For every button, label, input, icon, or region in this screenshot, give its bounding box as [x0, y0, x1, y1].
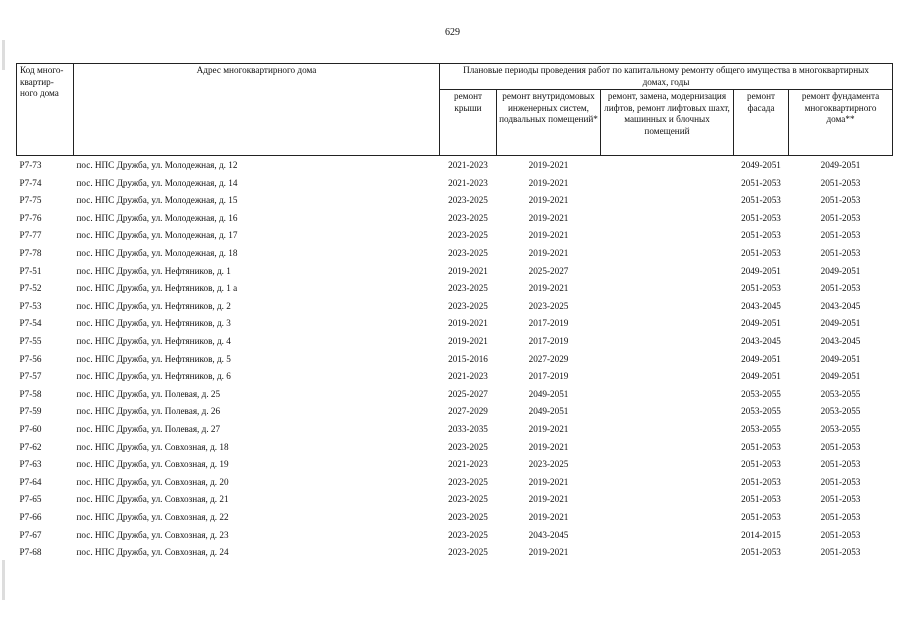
- table-row: [17, 175, 893, 193]
- cell-facade: 2049-2051: [741, 371, 781, 382]
- cell-elevators: [601, 386, 734, 404]
- cell-internal-systems: 2043-2045: [528, 529, 569, 540]
- header-internal-systems: ремонт внутридомовых инженерных систем, подвальных помещений*: [497, 90, 601, 156]
- cell-elevators: [601, 544, 734, 562]
- cell-foundation: 2051-2053: [820, 547, 861, 558]
- cell-facade: 2051-2053: [741, 476, 781, 487]
- cell-foundation: 2053-2055: [820, 423, 861, 434]
- cell-internal-systems: 2019-2021: [528, 177, 569, 188]
- cell-address: пос. НПС Дружба, ул. Молодежная, д. 17: [76, 230, 238, 241]
- cell-code: Р7-62: [19, 441, 42, 452]
- cell-roof: 2023-2025: [448, 195, 488, 206]
- cell-address: пос. НПС Дружба, ул. Совхозная, д. 19: [76, 459, 229, 470]
- cell-address: пос. НПС Дружба, ул. Полевая, д. 26: [76, 406, 221, 417]
- cell-internal-systems: 2019-2021: [528, 511, 569, 522]
- cell-code: Р7-74: [19, 177, 42, 188]
- cell-elevators: [601, 263, 734, 281]
- cell-internal-systems: 2017-2019: [528, 371, 569, 382]
- cell-address: пос. НПС Дружба, ул. Нефтяников, д. 3: [76, 318, 231, 329]
- cell-facade: 2051-2053: [741, 547, 781, 558]
- cell-foundation: 2051-2053: [820, 459, 861, 470]
- cell-roof: 2023-2025: [448, 283, 488, 294]
- cell-internal-systems: 2019-2021: [528, 248, 569, 259]
- cell-facade: 2051-2053: [741, 459, 781, 470]
- cell-address: пос. НПС Дружба, ул. Нефтяников, д. 6: [76, 371, 231, 382]
- cell-foundation: 2053-2055: [820, 388, 861, 399]
- cell-elevators: [601, 315, 734, 333]
- cell-elevators: [601, 192, 734, 210]
- cell-elevators: [601, 227, 734, 245]
- cell-elevators: [601, 421, 734, 439]
- table-row: [17, 315, 893, 333]
- header-work-periods: Плановые периоды проведения работ по капитальному ремонту общего имущества в многоквартирных домах, годы: [440, 64, 893, 90]
- table-row: [17, 333, 893, 351]
- cell-address: пос. НПС Дружба, ул. Молодежная, д. 12: [76, 160, 238, 171]
- table-row: [17, 227, 893, 245]
- cell-internal-systems: 2019-2021: [528, 160, 569, 171]
- table-row: [17, 526, 893, 544]
- cell-internal-systems: 2049-2051: [528, 406, 569, 417]
- cell-facade: 2049-2051: [741, 353, 781, 364]
- cell-address: пос. НПС Дружба, ул. Нефтяников, д. 5: [76, 353, 231, 364]
- cell-facade: 2043-2045: [741, 300, 781, 311]
- cell-roof: 2023-2025: [448, 248, 488, 259]
- cell-elevators: [601, 210, 734, 228]
- header-foundation: ремонт фундамента многоквартирного дома**: [789, 90, 893, 156]
- table-row: [17, 368, 893, 386]
- page-number: 629: [445, 27, 460, 38]
- table-row: [17, 439, 893, 457]
- header-row-top: [17, 64, 893, 90]
- cell-internal-systems: 2019-2021: [528, 195, 569, 206]
- cell-facade: 2049-2051: [741, 265, 781, 276]
- cell-address: пос. НПС Дружба, ул. Совхозная, д. 23: [76, 529, 229, 540]
- table-row: [17, 474, 893, 492]
- table-row: [17, 491, 893, 509]
- cell-code: Р7-77: [19, 230, 42, 241]
- cell-internal-systems: 2023-2025: [528, 459, 569, 470]
- cell-foundation: 2051-2053: [820, 441, 861, 452]
- table-row: [17, 298, 893, 316]
- cell-foundation: 2051-2053: [820, 212, 861, 223]
- cell-facade: 2049-2051: [741, 160, 781, 171]
- cell-roof: 2021-2023: [448, 160, 488, 171]
- cell-facade: 2043-2045: [741, 335, 781, 346]
- table-row: [17, 263, 893, 281]
- cell-elevators: [601, 368, 734, 386]
- cell-address: пос. НПС Дружба, ул. Совхозная, д. 21: [76, 494, 229, 505]
- cell-code: Р7-53: [19, 300, 42, 311]
- cell-facade: 2053-2055: [741, 406, 781, 417]
- cell-facade: 2049-2051: [741, 318, 781, 329]
- cell-roof: 2023-2025: [448, 547, 488, 558]
- cell-foundation: 2051-2053: [820, 283, 861, 294]
- cell-address: пос. НПС Дружба, ул. Молодежная, д. 18: [76, 248, 238, 259]
- cell-internal-systems: 2017-2019: [528, 318, 569, 329]
- cell-code: Р7-60: [19, 423, 42, 434]
- cell-facade: 2053-2055: [741, 388, 781, 399]
- cell-facade: 2051-2053: [741, 511, 781, 522]
- cell-address: пос. НПС Дружба, ул. Полевая, д. 25: [76, 388, 221, 399]
- scan-edge-mark: [2, 560, 5, 600]
- cell-facade: 2051-2053: [741, 212, 781, 223]
- cell-foundation: 2051-2053: [820, 494, 861, 505]
- cell-roof: 2021-2023: [448, 459, 488, 470]
- cell-code: Р7-76: [19, 212, 42, 223]
- cell-code: Р7-65: [19, 494, 42, 505]
- cell-facade: 2051-2053: [741, 494, 781, 505]
- cell-roof: 2015-2016: [448, 353, 488, 364]
- cell-roof: 2023-2025: [448, 230, 488, 241]
- cell-internal-systems: 2019-2021: [528, 441, 569, 452]
- cell-elevators: [601, 245, 734, 263]
- cell-code: Р7-54: [19, 318, 42, 329]
- cell-address: пос. НПС Дружба, ул. Полевая, д. 27: [76, 423, 221, 434]
- cell-roof: 2019-2021: [448, 318, 488, 329]
- table-row: [17, 421, 893, 439]
- cell-facade: 2051-2053: [741, 195, 781, 206]
- cell-roof: 2019-2021: [448, 265, 488, 276]
- cell-code: Р7-68: [19, 547, 42, 558]
- cell-facade: 2051-2053: [741, 441, 781, 452]
- cell-elevators: [601, 280, 734, 298]
- cell-address: пос. НПС Дружба, ул. Молодежная, д. 15: [76, 195, 238, 206]
- capital-repair-table: [16, 63, 893, 562]
- cell-roof: 2027-2029: [448, 406, 488, 417]
- cell-address: пос. НПС Дружба, ул. Нефтяников, д. 1 а: [76, 283, 238, 294]
- cell-foundation: 2043-2045: [820, 335, 861, 346]
- cell-address: пос. НПС Дружба, ул. Совхозная, д. 18: [76, 441, 229, 452]
- cell-elevators: [601, 491, 734, 509]
- cell-facade: 2053-2055: [741, 423, 781, 434]
- cell-internal-systems: 2025-2027: [528, 265, 569, 276]
- cell-foundation: 2049-2051: [820, 371, 861, 382]
- cell-facade: 2014-2015: [741, 529, 781, 540]
- cell-address: пос. НПС Дружба, ул. Совхозная, д. 22: [76, 511, 229, 522]
- cell-elevators: [601, 456, 734, 474]
- cell-address: пос. НПС Дружба, ул. Молодежная, д. 14: [76, 177, 238, 188]
- cell-elevators: [601, 298, 734, 316]
- cell-internal-systems: 2027-2029: [528, 353, 569, 364]
- cell-internal-systems: 2019-2021: [528, 283, 569, 294]
- cell-roof: 2025-2027: [448, 388, 488, 399]
- cell-facade: 2051-2053: [741, 248, 781, 259]
- table-row: [17, 403, 893, 421]
- cell-elevators: [601, 439, 734, 457]
- scan-edge-mark: [2, 40, 5, 70]
- cell-address: пос. НПС Дружба, ул. Совхозная, д. 24: [76, 547, 229, 558]
- cell-elevators: [601, 333, 734, 351]
- cell-foundation: 2043-2045: [820, 300, 861, 311]
- cell-code: Р7-51: [19, 265, 42, 276]
- cell-roof: 2023-2025: [448, 529, 488, 540]
- cell-roof: 2023-2025: [448, 212, 488, 223]
- cell-facade: 2051-2053: [741, 177, 781, 188]
- cell-roof: 2023-2025: [448, 300, 488, 311]
- table-row: [17, 544, 893, 562]
- cell-address: пос. НПС Дружба, ул. Молодежная, д. 16: [76, 212, 238, 223]
- header-address: Адрес многоквартирного дома: [74, 64, 440, 156]
- cell-internal-systems: 2049-2051: [528, 388, 569, 399]
- cell-roof: 2021-2023: [448, 177, 488, 188]
- cell-facade: 2051-2053: [741, 283, 781, 294]
- cell-address: пос. НПС Дружба, ул. Нефтяников, д. 2: [76, 300, 231, 311]
- cell-elevators: [601, 403, 734, 421]
- cell-code: Р7-56: [19, 353, 42, 364]
- cell-internal-systems: 2019-2021: [528, 494, 569, 505]
- cell-foundation: 2051-2053: [820, 248, 861, 259]
- table-row: [17, 386, 893, 404]
- cell-elevators: [601, 509, 734, 527]
- table-row: [17, 192, 893, 210]
- cell-code: Р7-73: [19, 160, 42, 171]
- cell-internal-systems: 2019-2021: [528, 423, 569, 434]
- cell-internal-systems: 2019-2021: [528, 547, 569, 558]
- header-facade: ремонт фасада: [734, 90, 789, 156]
- cell-elevators: [601, 351, 734, 369]
- header-elevators: ремонт, замена, модернизация лифтов, ремонт лифтовых шахт, машинных и блочных помещений: [601, 90, 734, 156]
- cell-foundation: 2051-2053: [820, 195, 861, 206]
- header-roof: ремонт крыши: [440, 90, 497, 156]
- cell-code: Р7-67: [19, 529, 42, 540]
- table-row: [17, 245, 893, 263]
- cell-foundation: 2049-2051: [820, 265, 861, 276]
- table-row: [17, 509, 893, 527]
- cell-address: пос. НПС Дружба, ул. Совхозная, д. 20: [76, 476, 229, 487]
- cell-foundation: 2049-2051: [820, 353, 861, 364]
- cell-roof: 2023-2025: [448, 511, 488, 522]
- cell-code: Р7-63: [19, 459, 42, 470]
- table-row: [17, 156, 893, 175]
- table-row: [17, 210, 893, 228]
- cell-elevators: [601, 526, 734, 544]
- cell-code: Р7-78: [19, 248, 42, 259]
- header-code: Код много-квартир-ного дома: [17, 64, 74, 156]
- cell-foundation: 2051-2053: [820, 177, 861, 188]
- cell-address: пос. НПС Дружба, ул. Нефтяников, д. 4: [76, 335, 231, 346]
- cell-internal-systems: 2023-2025: [528, 300, 569, 311]
- cell-code: Р7-58: [19, 388, 42, 399]
- cell-internal-systems: 2019-2021: [528, 476, 569, 487]
- cell-roof: 2023-2025: [448, 441, 488, 452]
- cell-elevators: [601, 156, 734, 175]
- cell-address: пос. НПС Дружба, ул. Нефтяников, д. 1: [76, 265, 231, 276]
- cell-foundation: 2051-2053: [820, 230, 861, 241]
- cell-facade: 2051-2053: [741, 230, 781, 241]
- table-row: [17, 351, 893, 369]
- cell-roof: 2021-2023: [448, 371, 488, 382]
- table-row: [17, 456, 893, 474]
- cell-foundation: 2049-2051: [820, 160, 861, 171]
- cell-code: Р7-52: [19, 283, 42, 294]
- cell-code: Р7-57: [19, 371, 42, 382]
- cell-roof: 2033-2035: [448, 423, 488, 434]
- cell-roof: 2023-2025: [448, 494, 488, 505]
- cell-internal-systems: 2019-2021: [528, 212, 569, 223]
- cell-code: Р7-64: [19, 476, 42, 487]
- cell-foundation: 2051-2053: [820, 476, 861, 487]
- cell-code: Р7-75: [19, 195, 42, 206]
- cell-internal-systems: 2017-2019: [528, 335, 569, 346]
- cell-code: Р7-55: [19, 335, 42, 346]
- cell-internal-systems: 2019-2021: [528, 230, 569, 241]
- cell-roof: 2023-2025: [448, 476, 488, 487]
- cell-foundation: 2051-2053: [820, 529, 861, 540]
- cell-elevators: [601, 175, 734, 193]
- cell-foundation: 2049-2051: [820, 318, 861, 329]
- cell-code: Р7-59: [19, 406, 42, 417]
- cell-elevators: [601, 474, 734, 492]
- cell-roof: 2019-2021: [448, 335, 488, 346]
- cell-foundation: 2053-2055: [820, 406, 861, 417]
- cell-foundation: 2051-2053: [820, 511, 861, 522]
- table-row: [17, 280, 893, 298]
- cell-code: Р7-66: [19, 511, 42, 522]
